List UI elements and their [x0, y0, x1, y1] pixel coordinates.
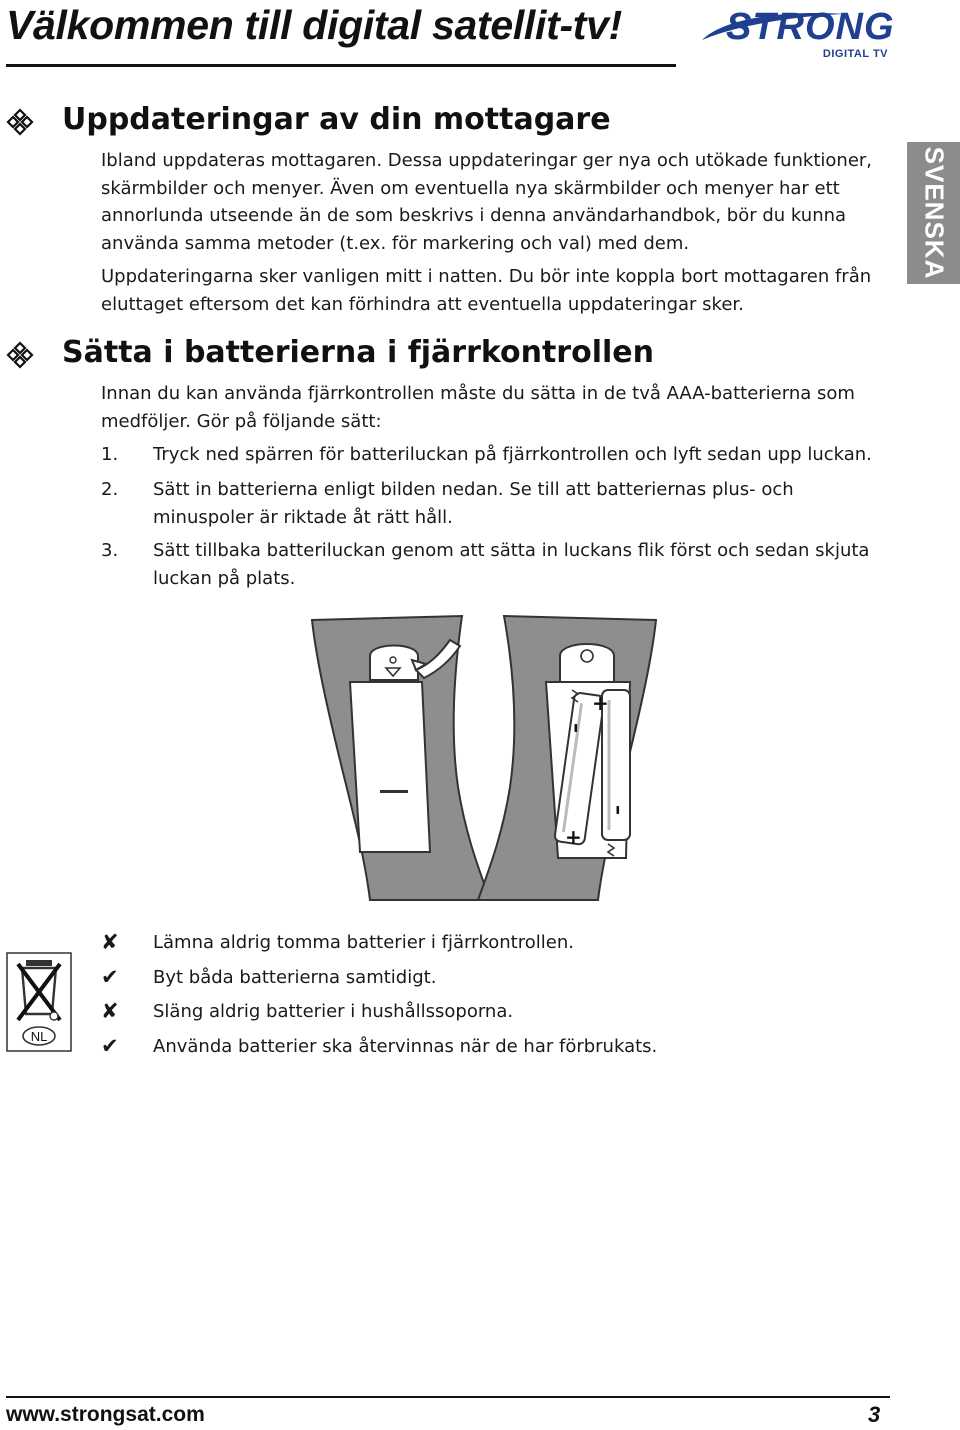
step-text: Sätt in batterierna enligt bilden nedan. Se till att batteriernas plus- och minuspoler är riktade åt rätt håll. [153, 479, 794, 528]
footer-rule [6, 1396, 890, 1398]
footer-url: www.strongsat.com [6, 1403, 205, 1426]
weee-label: NL [30, 1029, 48, 1044]
checklist-text: Släng aldrig batterier i hushållssoporna. [153, 1001, 514, 1022]
page-header-title: Välkommen till digital satellit-tv! [6, 2, 623, 48]
cross-icon: ✘ [101, 999, 119, 1023]
page-number: 3 [868, 1402, 881, 1427]
strong-logo [694, 4, 894, 66]
remote-back-open [478, 616, 656, 900]
section-title-updates: Uppdateringar av din mottagare [62, 102, 611, 137]
cross-icon: ✘ [101, 930, 119, 954]
step-number: 1. [101, 444, 119, 465]
battery-minus-label: – [607, 805, 631, 815]
diamond-bullet-icon [6, 108, 34, 136]
step-number: 2. [101, 479, 119, 500]
battery-plus-label: + [592, 691, 609, 715]
section-title-batteries: Sätta i batterierna i fjärrkontrollen [62, 335, 654, 370]
step-number: 3. [101, 540, 119, 561]
batteries-intro: Innan du kan använda fjärrkontrollen måste du sätta in de två AAA-batterierna som medföljer. Gör på följande sätt: [101, 383, 855, 432]
weee-recycling-icon [6, 952, 72, 1052]
checklist-text: Lämna aldrig tomma batterier i fjärrkontrollen. [153, 932, 574, 953]
remote-back-with-cover [312, 616, 490, 900]
diamond-bullet-icon [6, 341, 34, 369]
language-tab-label: SVENSKA [919, 146, 949, 280]
logo-subtitle: DIGITAL TV [822, 48, 888, 60]
updates-paragraph-2: Uppdateringarna sker vanligen mitt i natten. Du bör inte koppla bort mottagaren från eluttaget eftersom det kan förhindra att eventuella uppdateringar sker. [101, 266, 872, 315]
header-rule [6, 64, 676, 67]
language-tab [907, 142, 960, 284]
logo-text: STRONG [726, 6, 895, 48]
step-text: Tryck ned spärren för batteriluckan på fjärrkontrollen och lyft sedan upp luckan. [153, 444, 872, 465]
check-icon: ✔ [101, 1034, 119, 1058]
checklist-text: Använda batterier ska återvinnas när de har förbrukats. [153, 1036, 658, 1057]
checklist-text: Byt båda batterierna samtidigt. [153, 967, 437, 988]
battery-installation-illustration [290, 612, 680, 902]
battery-minus-label: – [565, 723, 589, 733]
battery-plus-label: + [565, 825, 582, 849]
step-text: Sätt tillbaka batteriluckan genom att sätta in luckans flik först och sedan skjuta luckan på plats. [153, 540, 870, 589]
check-icon: ✔ [101, 965, 119, 989]
updates-paragraph-1: Ibland uppdateras mottagaren. Dessa uppdateringar ger nya och utökade funktioner, skärmbilder och menyer. Även om eventuella nya skärmbilder och menyer har ett annorlunda utseende än de som beskrivs i denna användarhandbok, bör du kunna använda samma metoder (t.ex. för markering och val) med dem. [101, 150, 873, 254]
